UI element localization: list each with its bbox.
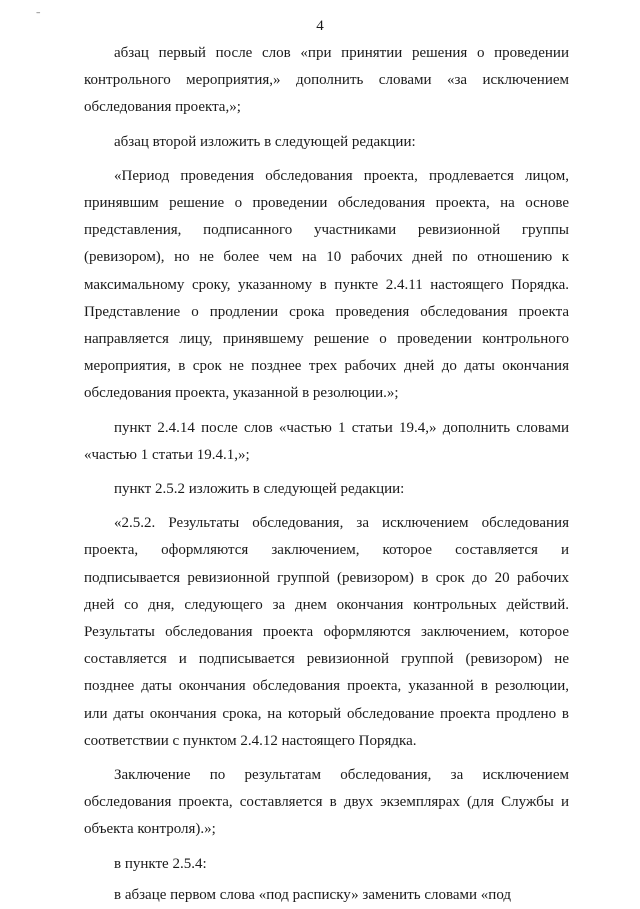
document-body — [84, 40, 569, 909]
paragraph-3: «Период проведения обследования проекта, продлевается лицом, принявшим решение о проведении обследования проекта, на основе представления, подписанного участниками ревизионной группы (ревизором), но не более чем на 10 рабочих дней по отношению к максимальному сроку, указанному в пункте 2.4.11 настоящего Порядка. Представление о продлении срока проведения обследования проекта направляется лицу, принявшему решение о проведении контрольного мероприятия, в срок не позднее трех рабочих дней до даты окончания обследования проекта, указанной в резолюции.»; — [84, 167, 569, 402]
paragraph-4: пункт 2.4.14 после слов «частью 1 статьи 19.4,» дополнить словами «частью 1 статьи 19.4.1,»; — [84, 419, 569, 463]
paragraph-1: абзац первый после слов «при принятии решения о проведении контрольного мероприятия,» дополнить словами «за исключением обследования проекта,»; — [84, 45, 569, 116]
paragraph-9: в абзаце первом слова «под расписку» заменить словами «под — [114, 886, 512, 903]
paragraph-6: «2.5.2. Результаты обследования, за исключением обследования проекта, оформляются заключением, которое составляется и подписывается ревизионной группой (ревизором) в срок до 20 рабочих дней со дня, следующего за днем окончания контрольных действий. Результаты обследования проекта оформляются заключением, которое составляется и подписывается ревизионной группой (ревизором) не позднее даты окончания обследования проекта, указанной в резолюции, или даты окончания срока, на который обследование проекта продлено в соответствии с пунктом 2.4.12 настоящего Порядка. — [84, 515, 569, 749]
paragraph-7: Заключение по результатам обследования, за исключением обследования проекта, составляется в двух экземплярах (для Службы и объекта контроля).»; — [84, 767, 569, 838]
paragraph-8: в пункте 2.5.4: — [114, 855, 207, 872]
paragraph-5: пункт 2.5.2 изложить в следующей редакции: — [114, 481, 405, 498]
paragraph-2: абзац второй изложить в следующей редакции: — [114, 133, 416, 150]
corner-mark: – — [36, 8, 41, 18]
page-number: 4 — [316, 18, 324, 34]
